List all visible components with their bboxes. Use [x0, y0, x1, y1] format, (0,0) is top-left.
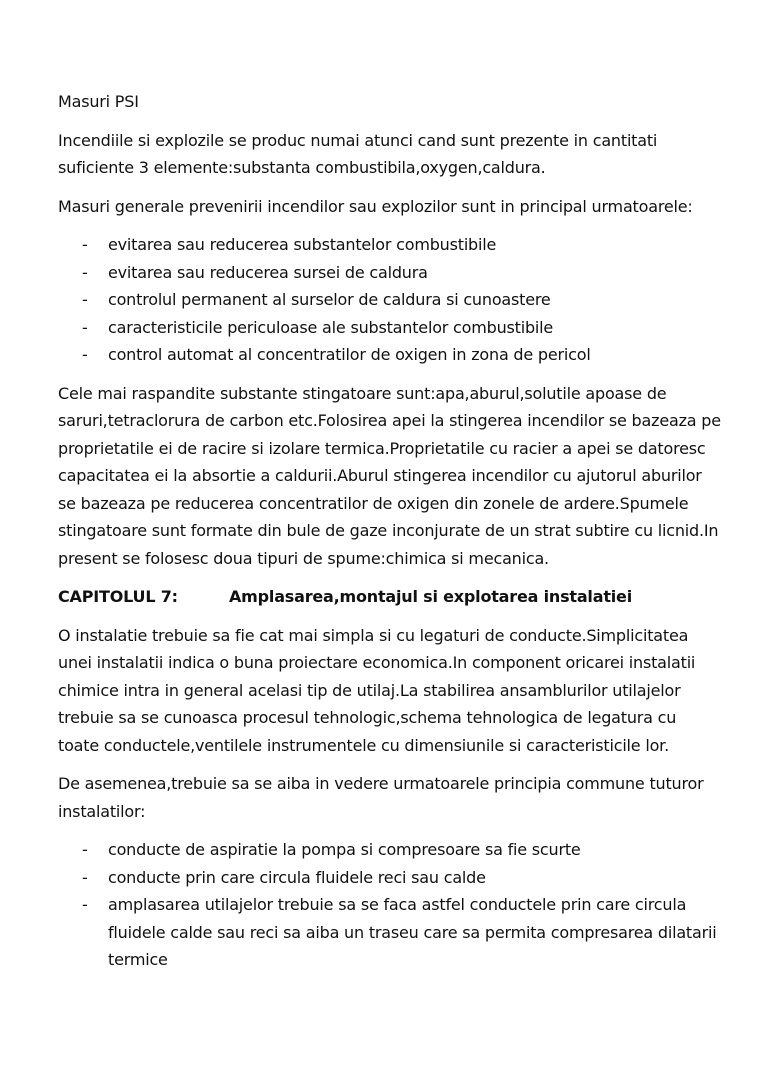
list-item-text: conducte prin care circula fluidele reci sau calde — [108, 867, 486, 887]
list-item — [58, 286, 722, 314]
list-item-text: amplasarea utilajelor trebuie sa se faca astfel conductele prin care circula fluidele calde sau reci sa aiba un traseu care sa permita compresarea dilatarii termice — [108, 895, 717, 969]
list-item-text: caracteristicile periculoase ale substantelor combustibile — [108, 317, 554, 337]
bullet-dash: - — [82, 235, 88, 254]
chapter-heading — [58, 583, 722, 611]
bullet-dash: - — [82, 290, 88, 309]
list-item-text: evitarea sau reducerea substantelor combustibile — [108, 235, 497, 254]
list-item — [58, 231, 722, 259]
list-item — [58, 836, 722, 864]
principles-list — [58, 836, 722, 974]
bullet-dash: - — [82, 262, 88, 282]
extinguishers-paragraph: Cele mai raspandite substante stingatoare sunt:apa,aburul,solutile apoase de saruri,tetraclorura de carbon etc.Folosirea apei la stingerea incendilor se bazeaza pe proprietatile ei de racire si izolare termica.Proprietatile cu racier a apei se datoresc capacitatea ei la absortie a caldurii.Aburul stingerea incendilor cu ajutorul aburilor se bazeaza pe reducerea concentratilor de oxigen din zonele de ardere.Spumele stingatoare sunt formate din bule de gaze inconjurate de un strat subtire cu licnid.In present se folosesc doua tipuri de spume:chimica si mecanica. — [58, 383, 721, 568]
list-item — [58, 314, 722, 342]
list-item — [58, 259, 722, 287]
document-title: Masuri PSI — [58, 92, 139, 111]
measures-list — [58, 231, 722, 369]
bullet-dash: - — [82, 840, 88, 859]
installation-paragraph: O instalatie trebuie sa fie cat mai simpla si cu legaturi de conducte.Simplicitatea unei instalatii indica o buna proiectare economica.In component oricarei instalatii chimice intra in general acelasi tip de utilaj.La stabilirea ansamblurilor utilajelor trebuie sa se cunoasca procesul tehnologic,schema tehnologica de legatura cu toate conductele,ventilele instrumentele cu dimensiunile si caracteristicile lor. — [58, 625, 696, 755]
intro-paragraph: Incendiile si explozile se produc numai atunci cand sunt prezente in cantitati suficiente 3 elemente:substanta combustibila,oxygen,caldura. — [58, 130, 658, 177]
list-item-text: controlul permanent al surselor de caldura si cunoastere — [108, 290, 551, 309]
list-item — [58, 341, 722, 369]
list-item — [58, 864, 722, 892]
list-item — [58, 891, 722, 974]
list-item-text: control automat al concentratilor de oxigen in zona de pericol — [108, 345, 591, 364]
principles-intro-paragraph: De asemenea,trebuie sa se aiba in vedere urmatoarele principia commune tuturor instalatilor: — [58, 774, 704, 821]
chapter-number: CAPITOLUL 7: — [58, 587, 178, 606]
list-item-text: evitarea sau reducerea sursei de caldura — [108, 262, 428, 282]
list-item-text: conducte de aspiratie la pompa si compresoare sa fie scurte — [108, 840, 581, 859]
document-page — [58, 88, 722, 985]
bullet-dash: - — [82, 895, 88, 914]
bullet-dash: - — [82, 867, 88, 887]
chapter-title: Amplasarea,montajul si explotarea instalatiei — [229, 587, 632, 606]
bullet-dash: - — [82, 345, 88, 364]
bullet-dash: - — [82, 317, 88, 337]
measures-intro-paragraph: Masuri generale prevenirii incendilor sau explozilor sunt in principal urmatoarele: — [58, 196, 693, 216]
